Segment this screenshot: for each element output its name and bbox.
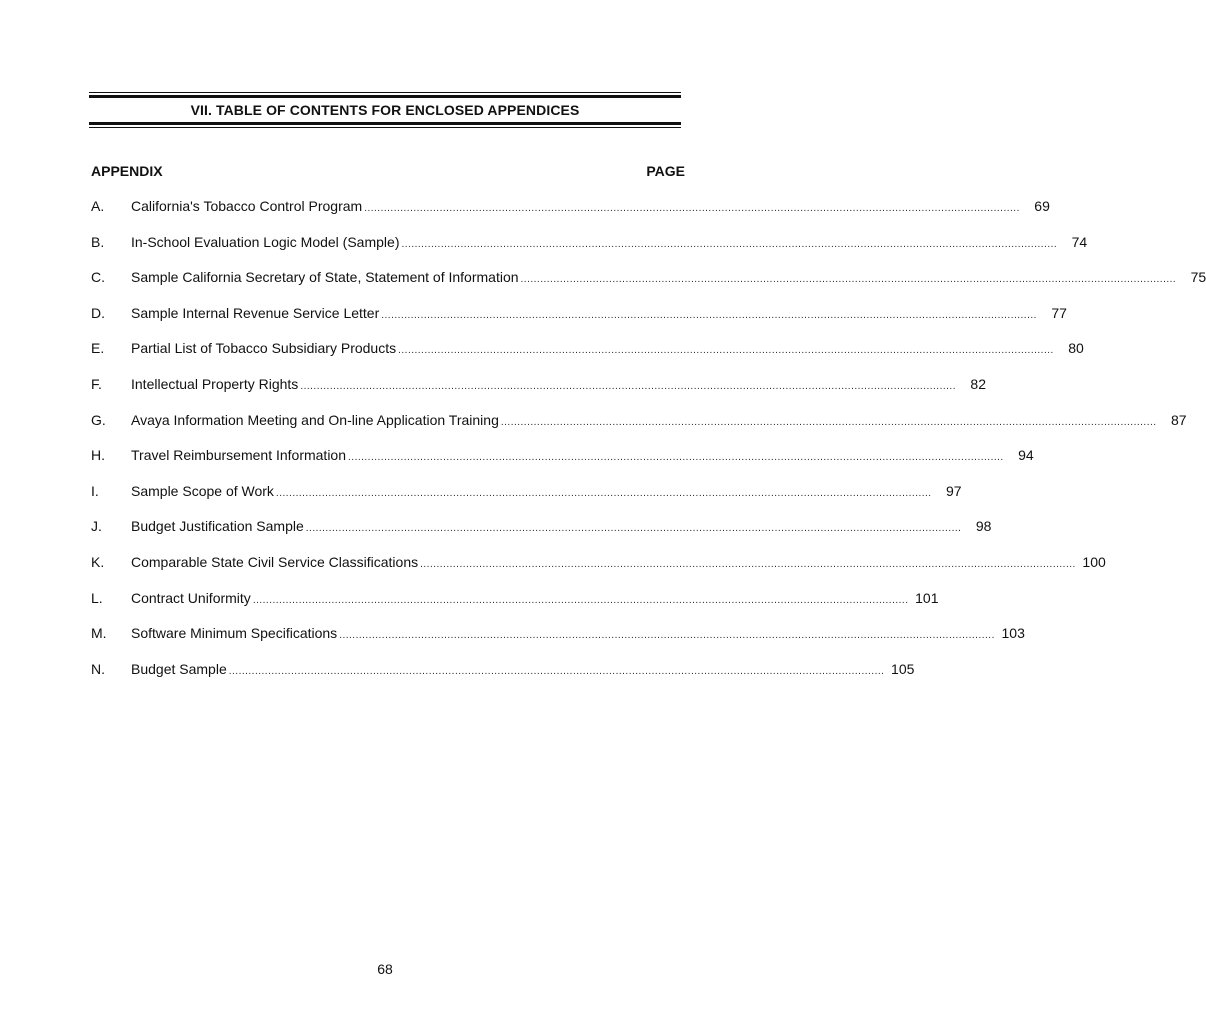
toc-entry-page: 101 xyxy=(915,589,939,606)
toc-entry-title: Sample Internal Revenue Service Letter xyxy=(131,304,380,321)
toc-entry-page: 82 xyxy=(970,375,986,392)
toc-entry-letter: G. xyxy=(91,411,106,428)
toc-entry-title: Travel Reimbursement Information xyxy=(131,447,347,464)
dot-leader: ........................................................................................................................................................................................................ xyxy=(300,380,956,392)
dot-leader: ........................................................................................................................................................................................................ xyxy=(339,630,995,642)
page-number: 68 xyxy=(377,961,393,977)
dot-leader: ........................................................................................................................................................................................................ xyxy=(275,487,932,499)
dot-leader: ........................................................................................................................................................................................................ xyxy=(398,345,1054,357)
toc-entry-letter: A. xyxy=(91,198,105,214)
toc-entry-title: Budget Justification Sample xyxy=(131,518,304,535)
dot-leader: ........................................................................................................................................................................................................ xyxy=(520,274,1177,286)
toc-entry xyxy=(91,233,1088,269)
page-title: VII. TABLE OF CONTENTS FOR ENCLOSED APPENDICES xyxy=(190,102,580,118)
toc-entry xyxy=(91,553,1106,589)
dot-leader: ........................................................................................................................................................................................................ xyxy=(228,665,885,677)
toc-entry-letter: L. xyxy=(91,589,103,606)
toc-entry xyxy=(91,482,962,518)
toc-entry-letter: I. xyxy=(91,482,99,499)
appendix-column-header: APPENDIX xyxy=(91,163,163,179)
toc-entry-title: Comparable State Civil Service Classifications xyxy=(131,553,419,570)
toc-entry-title: California's Tobacco Control Program xyxy=(131,198,363,214)
toc-entry-letter: M. xyxy=(91,625,107,642)
toc-entry-page: 75 xyxy=(1190,269,1206,286)
toc-entry-page: 77 xyxy=(1051,304,1067,321)
dot-leader: ........................................................................................................................................................................................................ xyxy=(500,416,1157,428)
toc-entry xyxy=(91,304,1067,340)
toc-entry-page: 74 xyxy=(1071,233,1088,250)
toc-entry-letter: K. xyxy=(91,553,105,570)
toc-entry xyxy=(91,268,1206,304)
toc-entry-title: Sample California Secretary of State, Statement of Information xyxy=(131,269,519,286)
dot-leader: ........................................................................................................................................................................................................ xyxy=(381,309,1037,321)
toc-entry xyxy=(91,339,1084,375)
toc-entry-page: 103 xyxy=(1001,625,1025,642)
toc-entry-page: 87 xyxy=(1170,411,1187,428)
toc-entry xyxy=(91,660,915,696)
toc-entry-letter: E. xyxy=(91,340,105,357)
toc-entry-title: Avaya Information Meeting and On-line Application Training xyxy=(131,411,499,428)
toc-entry xyxy=(91,589,939,625)
table-of-contents xyxy=(91,197,1206,695)
toc-entry-page: 98 xyxy=(975,518,992,535)
toc-entry xyxy=(91,624,1025,660)
toc-entry-title: In-School Evaluation Logic Model (Sample) xyxy=(131,233,400,250)
toc-entry-page: 100 xyxy=(1082,553,1106,570)
toc-entry-letter: N. xyxy=(91,660,105,677)
toc-entry-page: 97 xyxy=(946,482,962,499)
dot-leader: ........................................................................................................................................................................................................ xyxy=(305,523,962,535)
toc-entry-title: Budget Sample xyxy=(131,660,227,677)
dot-leader: ........................................................................................................................................................................................................ xyxy=(401,238,1058,250)
toc-entry-title: Software Minimum Specifications xyxy=(131,625,338,642)
toc-entry-page: 69 xyxy=(1034,198,1050,214)
dot-leader: ........................................................................................................................................................................................................ xyxy=(364,203,1020,214)
dot-leader: ........................................................................................................................................................................................................ xyxy=(420,558,1076,570)
toc-entry-title: Intellectual Property Rights xyxy=(131,375,299,392)
dot-leader: ........................................................................................................................................................................................................ xyxy=(348,452,1004,464)
page-column-header: PAGE xyxy=(646,163,685,179)
toc-entry-letter: H. xyxy=(91,447,105,464)
toc-entry-letter: J. xyxy=(91,518,102,535)
toc-entry xyxy=(91,517,992,553)
toc-entry-title: Partial List of Tobacco Subsidiary Products xyxy=(131,340,397,357)
bottom-rule-thin xyxy=(89,127,681,128)
title-block xyxy=(89,92,681,128)
toc-entry-letter: F. xyxy=(91,375,102,392)
toc-entry xyxy=(91,446,1034,482)
toc-entry-title: Contract Uniformity xyxy=(131,589,251,606)
toc-entry-letter: B. xyxy=(91,233,105,250)
toc-entry-page: 80 xyxy=(1068,340,1084,357)
toc-entry-letter: D. xyxy=(91,304,105,321)
toc-entry xyxy=(91,375,986,411)
toc-entry-title: Sample Scope of Work xyxy=(131,482,274,499)
toc-entry-page: 94 xyxy=(1018,447,1034,464)
toc-entry xyxy=(91,197,1050,233)
dot-leader: ........................................................................................................................................................................................................ xyxy=(252,594,909,606)
toc-entry-page: 105 xyxy=(891,660,915,677)
toc-entry-letter: C. xyxy=(91,269,105,286)
toc-entry xyxy=(91,411,1187,447)
